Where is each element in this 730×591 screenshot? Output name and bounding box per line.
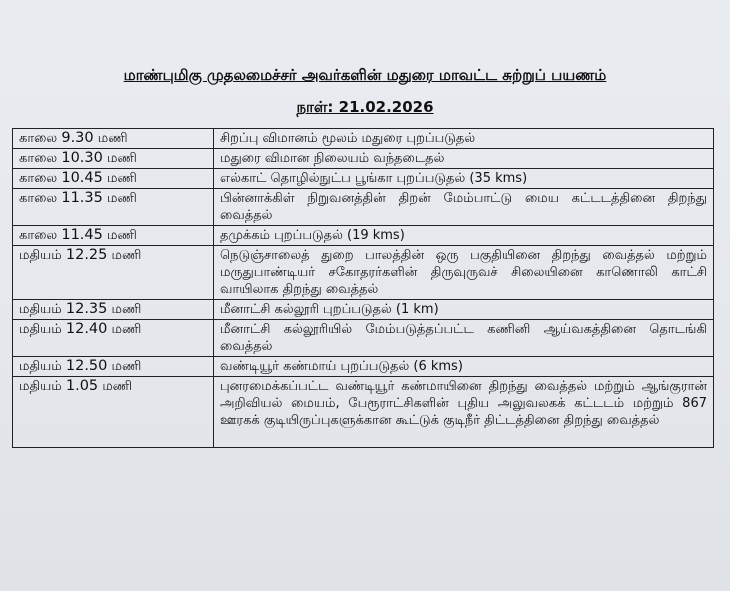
time-unit: மணி xyxy=(111,359,142,374)
time-cell xyxy=(13,169,214,189)
time-cell xyxy=(13,226,214,246)
time-period: காலை xyxy=(19,191,58,206)
table-row xyxy=(13,149,714,169)
event-cell: மதுரை விமான நிலையம் வந்தடைதல் xyxy=(214,149,714,169)
event-cell: பின்னாக்கிள் நிறுவனத்தின் திறன் மேம்பாட்டு மைய கட்டடத்தினை திறந்து வைத்தல் xyxy=(214,189,714,226)
table-row xyxy=(13,377,714,448)
table-row xyxy=(13,300,714,320)
time-period: காலை xyxy=(19,151,58,166)
time-cell xyxy=(13,149,214,169)
time-unit: மணி xyxy=(107,228,137,243)
time-cell xyxy=(13,357,214,377)
time-unit: மணி xyxy=(111,302,142,317)
document-title: மாண்புமிகு முதலமைச்சர் அவர்களின் மதுரை மாவட்ட சுற்றுப் பயணம் xyxy=(123,66,607,84)
time-cell xyxy=(13,320,214,357)
document-date: நாள்: 21.02.2026 xyxy=(296,98,434,116)
event-cell: புனரமைக்கப்பட்ட வண்டியூர் கண்மாயினை திறந்து வைத்தல் மற்றும் ஆங்குரான் அறிவியல் மையம், பேரூராட்சிகளின் புதிய அலுவலகக் கட்டடம் மற்றும் 867 ஊரகக் குடியிருப்புகளுக்கான கூட்டுக் குடிநீர் திட்டத்தினை திறந்து வைத்தல் xyxy=(214,377,714,448)
time-cell xyxy=(13,189,214,226)
event-cell: மீனாட்சி கல்லூரி புறப்படுதல் (1 km) xyxy=(214,300,714,320)
schedule-table xyxy=(12,128,714,448)
time-value: 11.35 xyxy=(61,190,103,206)
time-period: மதியம் xyxy=(19,379,62,394)
time-unit: மணி xyxy=(107,151,137,166)
time-unit: மணி xyxy=(97,131,128,146)
time-period: மதியம் xyxy=(19,302,62,317)
time-period: காலை xyxy=(19,228,58,243)
time-unit: மணி xyxy=(111,322,142,337)
time-cell xyxy=(13,129,214,149)
event-cell: எல்காட் தொழில்நுட்ப பூங்கா புறப்படுதல் (35 kms) xyxy=(214,169,714,189)
time-value: 11.45 xyxy=(61,227,103,243)
time-cell xyxy=(13,246,214,300)
time-cell xyxy=(13,377,214,448)
table-row xyxy=(13,246,714,300)
table-row xyxy=(13,189,714,226)
event-cell: சிறப்பு விமானம் மூலம் மதுரை புறப்படுதல் xyxy=(214,129,714,149)
time-value: 12.50 xyxy=(65,358,108,374)
time-unit: மணி xyxy=(111,248,142,263)
event-cell: நெடுஞ்சாலைத் துறை பாலத்தின் ஒரு பகுதியினை திறந்து வைத்தல் மற்றும் மருதுபாண்டியர் சகோதரர்களின் திருவுருவச் சிலையினை காணொலி காட்சி வாயிலாக திறந்து வைத்தல் xyxy=(214,246,714,300)
time-unit: மணி xyxy=(102,379,133,394)
table-row xyxy=(13,129,714,149)
time-value: 12.25 xyxy=(65,247,108,263)
time-unit: மணி xyxy=(107,191,137,206)
table-row xyxy=(13,357,714,377)
time-value: 10.45 xyxy=(61,170,103,186)
event-cell: மீனாட்சி கல்லூரியில் மேம்படுத்தப்பட்ட கணினி ஆய்வகத்தினை தொடங்கி வைத்தல் xyxy=(214,320,714,357)
time-value: 12.35 xyxy=(65,301,108,317)
event-cell: வண்டியூர் கண்மாய் புறப்படுதல் (6 kms) xyxy=(214,357,714,377)
time-value: 10.30 xyxy=(61,150,103,166)
time-value: 1.05 xyxy=(65,378,99,394)
time-unit: மணி xyxy=(107,171,137,186)
table-row xyxy=(13,320,714,357)
time-cell xyxy=(13,300,214,320)
time-period: காலை xyxy=(19,131,58,146)
time-period: காலை xyxy=(19,171,58,186)
time-period: மதியம் xyxy=(19,359,62,374)
event-cell: தமுக்கம் புறப்படுதல் (19 kms) xyxy=(214,226,714,246)
time-period: மதியம் xyxy=(19,248,62,263)
time-period: மதியம் xyxy=(19,322,62,337)
table-row xyxy=(13,226,714,246)
time-value: 12.40 xyxy=(65,321,108,337)
time-value: 9.30 xyxy=(61,130,94,146)
table-row xyxy=(13,169,714,189)
